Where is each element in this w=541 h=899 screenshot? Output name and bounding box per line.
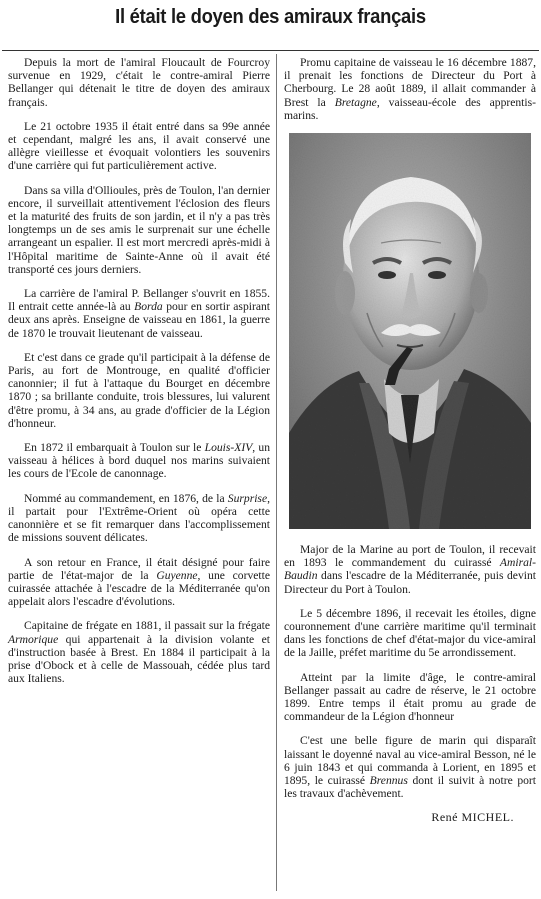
ship-name: Guyenne [156,568,198,582]
paragraph: Capitaine de frégate en 1881, il passait sur la frégate Armorique qui appartenait à la division volante et d'instruction basée à Brest. En 1884 il participait à la prise d'Obock et à celle de Massouah, cédée plus tard aux Italiens. [8,619,270,686]
byline-last-name: MICHEL. [461,810,514,825]
paragraph: Depuis la mort de l'amiral Floucault de Fourcroy survenue en 1929, c'était le contre-amiral Pierre Bellanger qui détenait le titre de doyen des amiraux français. [8,56,270,109]
paragraph: En 1872 il embarquait à Toulon sur le Louis-XIV, un vaisseau à hélices à bord duquel nos marins suivaient les cours de l'Ecole de canonnage. [8,441,271,481]
paragraph: Et c'est dans ce grade qu'il participait à la défense de Paris, au fort de Montrouge, en qualité d'officier canonnier; il fut à l'attaque du Bourget en décembre 1870 ; sa brillante conduite, trois blessures, lui valurent d'être promu, à 34 ans, au grade d'officier de la Légion d'honneur. [8,350,270,430]
ship-name: Brennus [369,774,408,788]
byline [284,811,514,824]
headline-rule [2,50,539,51]
column-divider [276,54,277,891]
paragraph: A son retour en France, il était désigné pour faire partie de l'état-major de la Guyenne, une corvette cuirassée attachée à l'escadre de la Méditerranée qu'on appelait alors l'escadre d'évolutions. [8,555,270,609]
ship-name: Bretagne [334,95,377,109]
admiral-portrait-photo [289,133,531,529]
paragraph: Le 21 octobre 1935 il était entré dans sa 99e année et cependant, malgré les ans, il avait conservé une allègre vieillesse et évoquait volontiers les souvenirs d'une carrière qui fut particulièrement active. [8,119,270,173]
ship-name: Louis-XIV [204,441,253,455]
paragraph: Promu capitaine de vaisseau le 16 décembre 1887, il prenait les fonctions de Directeur du Port à Cherbourg. Le 28 août 1889, il allait commander à Brest la Bretagne, vaisseau-école des apprentis-marins. [284,56,536,122]
paragraph: Dans sa villa d'Ollioules, près de Toulon, l'an dernier encore, il surveillait attentivement l'éclosion des fleurs et la maturité des fruits de son jardin, et il n'y a pas très longtemps un de ses amis le surprenait sur une échelle arrangeant un espalier. Il est mort mercredi après-midi à l'Hôpital maritime de Sainte-Anne où il avait été transporté ces jours derniers. [8,183,270,276]
paragraph: Nommé au commandement, en 1876, de la Surprise, il partait pour l'Extrême-Orient où opéra cette canonnière et se fit remarquer dans l'accomplissement de missions souvent délicates. [8,491,270,545]
headline: Il était le doyen des amiraux français [115,6,426,28]
byline-first-name: René [431,810,458,825]
left-column [8,56,270,696]
paragraph: La carrière de l'amiral P. Bellanger s'ouvrit en 1855. Il entrait cette année-là au Borda pour en sortir aspirant deux ans après. Enseigne de vaisseau en 1861, la guerre de 1870 le trouvait lieutenant de vaisseau. [8,287,270,340]
ship-name: Borda [134,300,163,314]
ship-name: Amiral-Baudin [284,556,536,583]
paragraph: C'est une belle figure de marin qui disparaît laissant le doyenné naval au vice-amiral Besson, né le 6 juin 1843 et qui commanda à Lorient, en 1895 et 1895, le cuirassé Brennus dont il suivit à notre port les travaux d'achèvement. [284,734,536,801]
paragraph: Atteint par la limite d'âge, le contre-amiral Bellanger passait au cadre de réserve, le 21 octobre 1899. Entre temps il était promu au grade de commandeur de la Légion d'honneur [284,670,536,724]
paragraph: Le 5 décembre 1896, il recevait les étoiles, digne couronnement d'une carrière maritime qu'il terminait dans les fonctions de chef d'état-major du vice-amiral de la Jaille, préfet maritime du 5e arrondissement. [284,606,536,660]
ship-name: Surprise [227,491,268,505]
paragraph: Major de la Marine au port de Toulon, il recevait en 1893 le commandement du cuirassé Amiral-Baudin dans l'escadre de la Méditerranée, puis devint Directeur du Port à Toulon. [284,543,536,596]
ship-name: Armorique [8,632,59,646]
right-column [284,56,536,825]
